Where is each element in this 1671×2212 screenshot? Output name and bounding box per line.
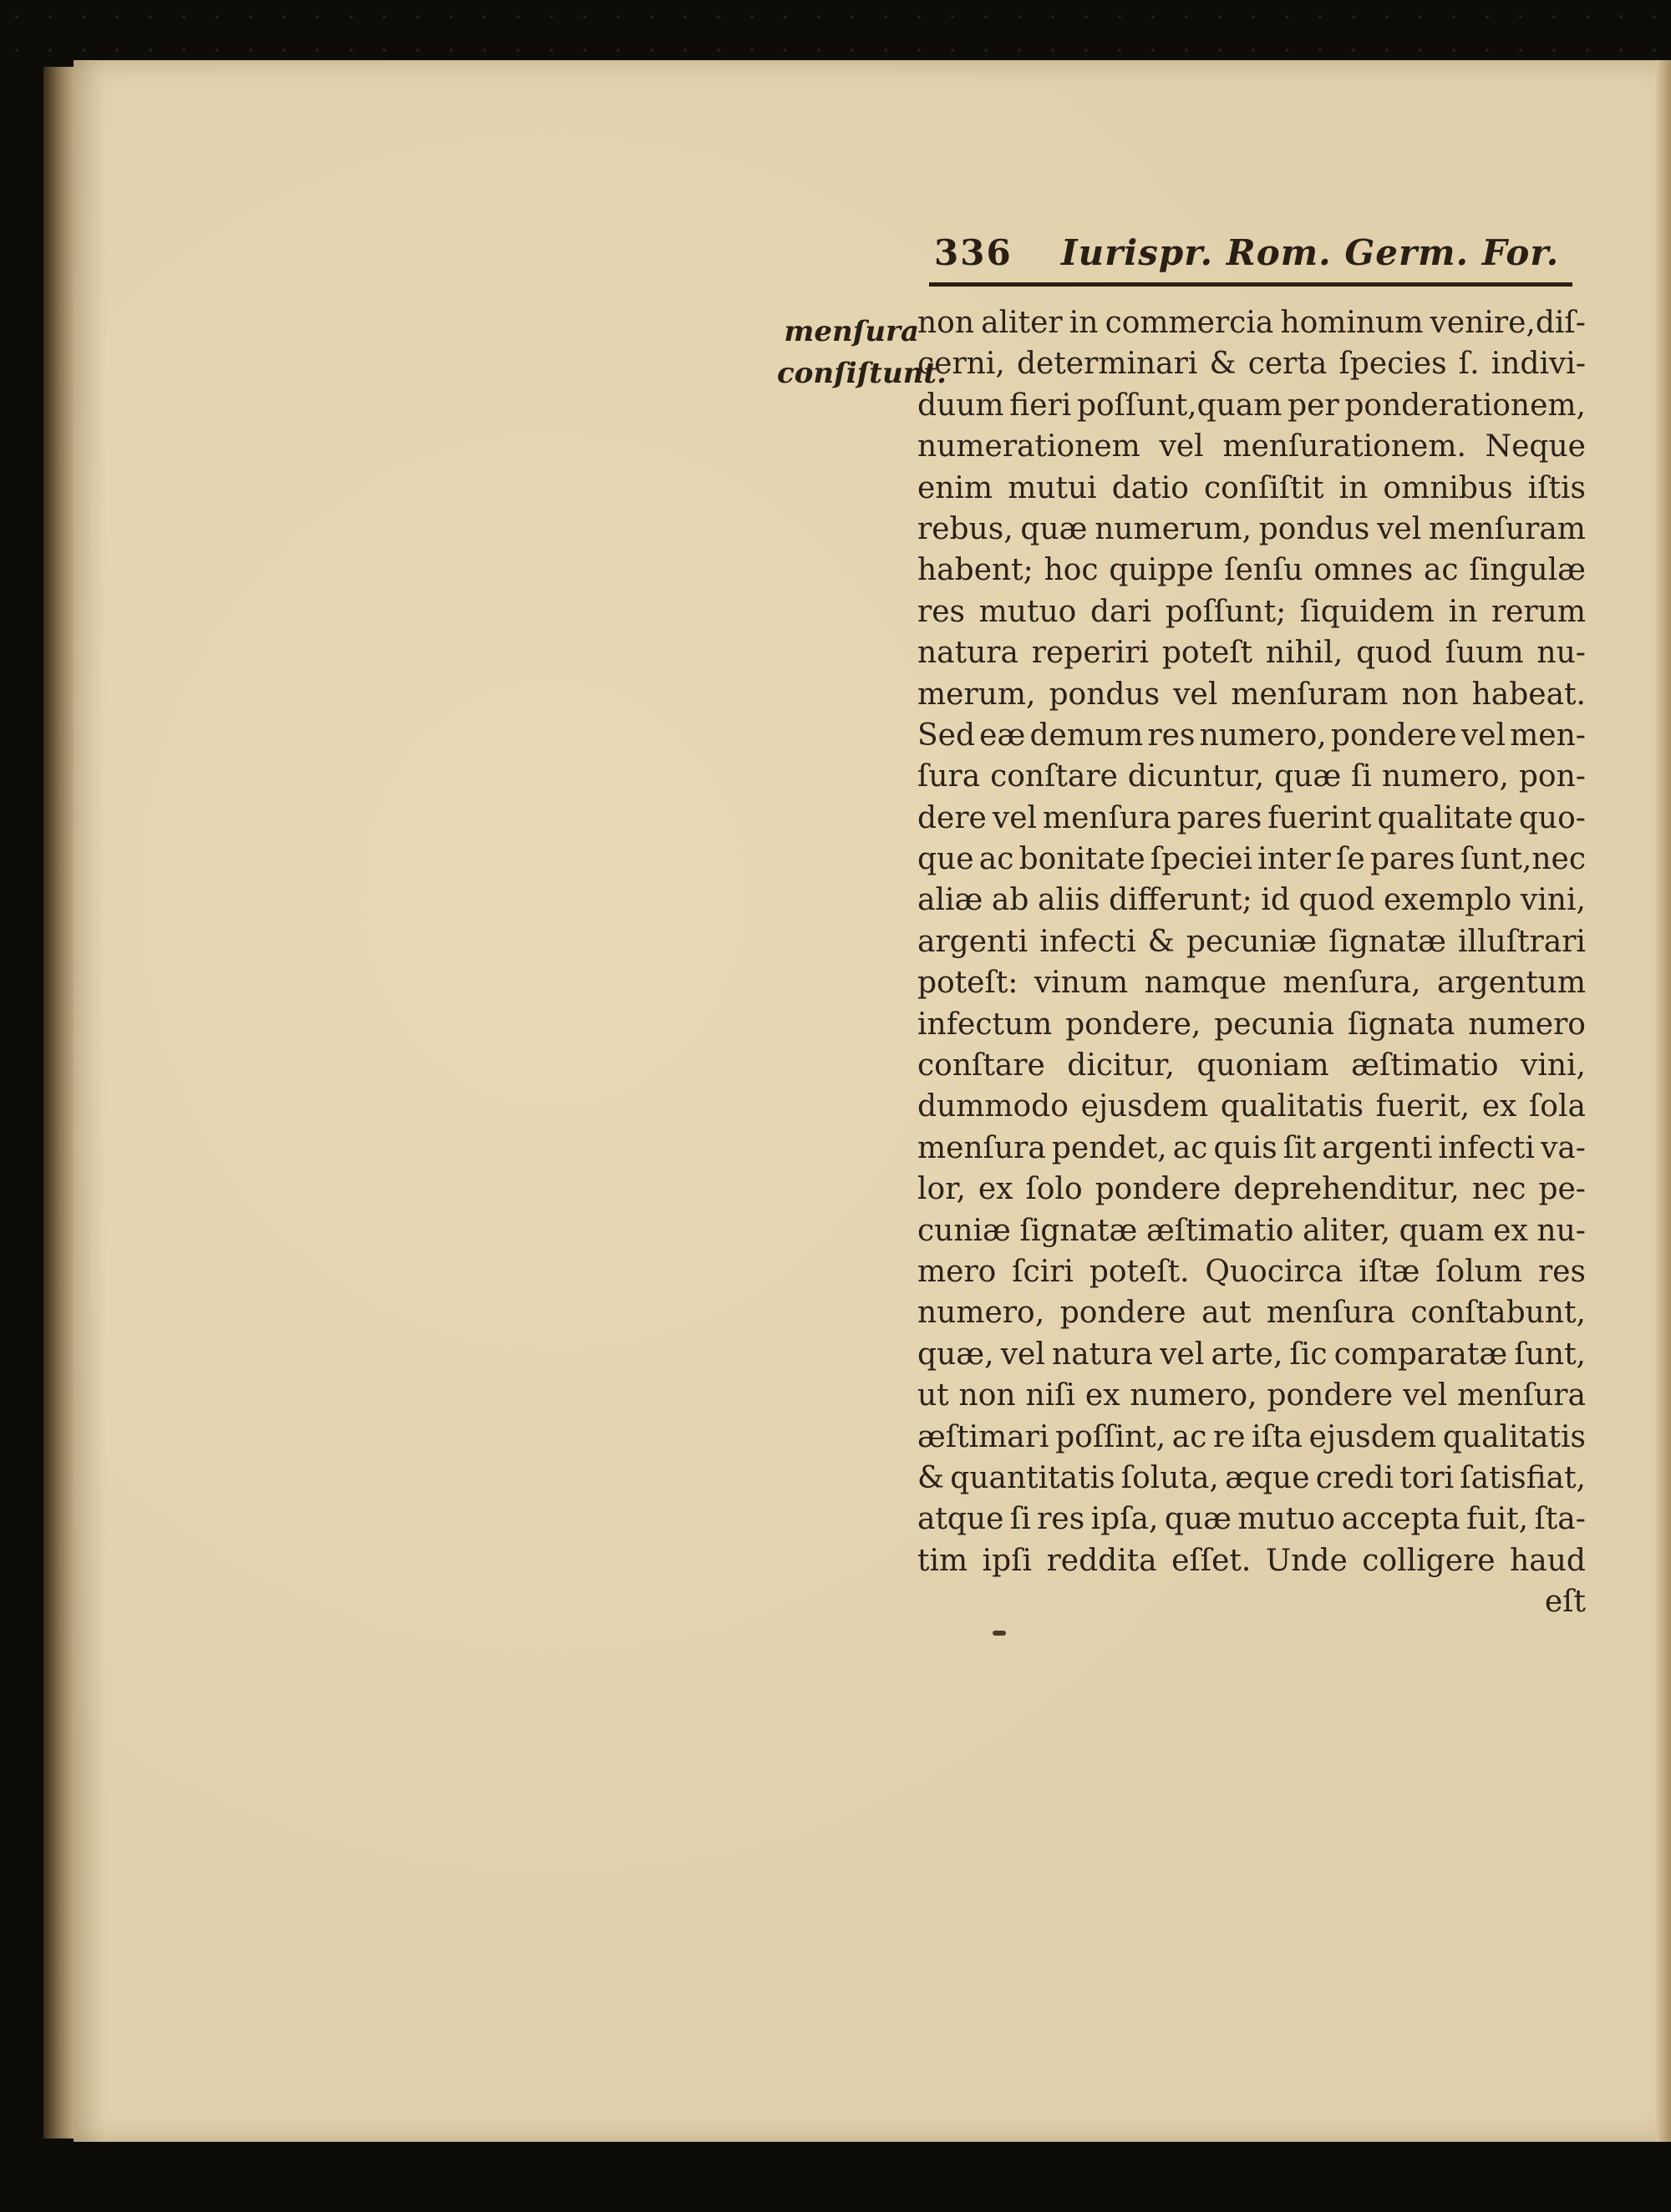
text-line: ut non niſi ex numero, pondere vel menſura xyxy=(917,1378,1586,1413)
text-line: duum fieri poſſunt,quam per ponderationem, xyxy=(917,388,1586,423)
text-line: dummodo ejusdem qualitatis fuerit, ex ſola xyxy=(917,1089,1586,1124)
text-line: enim mutui datio conſiſtit in omnibus iſtis xyxy=(917,470,1586,505)
text-line: argenti infecti & pecuniæ ſignatæ illuſtrari xyxy=(917,924,1586,959)
text-line: habent; hoc quippe ſenſu omnes ac ſingulæ xyxy=(917,553,1586,588)
marginal-note-line: menſura xyxy=(784,315,919,348)
text-line: poteſt: vinum namque menſura, argentum xyxy=(917,966,1586,1001)
text-line: menſura pendet, ac quis ſit argenti infecti va- xyxy=(917,1130,1586,1165)
ink-smudge xyxy=(993,1631,1006,1636)
body-text xyxy=(917,302,1586,1623)
right-page-edge xyxy=(1656,60,1671,2142)
text-line: & quantitatis ſoluta, æque credi tori ſatisfiat, xyxy=(917,1460,1586,1495)
text-line: non aliter in commercia hominum venire,diſ- xyxy=(917,306,1586,340)
text-line: aliæ ab aliis differunt; id quod exemplo vini, xyxy=(917,883,1586,918)
catchword: eſt xyxy=(1544,1585,1586,1620)
text-line: natura reperiri poteſt nihil, quod ſuum nu- xyxy=(917,636,1586,671)
header-rule xyxy=(929,282,1572,287)
text-line: atque ſi res ipſa, quæ mutuo accepta fuit, ſta- xyxy=(917,1502,1586,1537)
text-line: dere vel menſura pares fuerint qualitate quo- xyxy=(917,800,1586,835)
text-line: cerni, determinari & certa ſpecies ſ. indivi- xyxy=(917,347,1586,382)
marginal-note xyxy=(777,311,947,394)
text-line: res mutuo dari poſſunt; ſiquidem in rerum xyxy=(917,594,1586,629)
running-head: Iurispr. Rom. Germ. For. xyxy=(1061,232,1560,273)
text-line: rebus, quæ numerum, pondus vel menſuram xyxy=(917,511,1586,546)
text-line: lor, ex ſolo pondere deprehenditur, nec pe- xyxy=(917,1172,1586,1207)
text-line: merum, pondus vel menſuram non habeat. xyxy=(917,677,1586,712)
marginal-note-line: conſiſtunt. xyxy=(777,357,947,390)
text-line: mero ſciri poteſt. Quocirca iſtæ ſolum res xyxy=(917,1254,1586,1289)
text-line: quæ, vel natura vel arte, ſic comparatæ ſunt, xyxy=(917,1337,1586,1372)
scan-background-dots xyxy=(0,0,1671,67)
text-line: conſtare dicitur, quoniam æſtimatio vini, xyxy=(917,1048,1586,1083)
text-line: ſura conſtare dicuntur, quæ ſi numero, pon- xyxy=(917,759,1586,794)
book-page-edge xyxy=(43,67,77,2138)
text-line: numero, pondere aut menſura conſtabunt, xyxy=(917,1296,1586,1331)
text-line: tim ipſi reddita eſſet. Unde colligere haud xyxy=(917,1543,1586,1578)
text-line: æſtimari poſſint, ac re iſta ejusdem qualitatis xyxy=(917,1419,1586,1454)
text-line: infectum pondere, pecunia ſignata numero xyxy=(917,1007,1586,1042)
text-line: cuniæ ſignatæ æſtimatio aliter, quam ex nu- xyxy=(917,1213,1586,1248)
text-line: que ac bonitate ſpeciei inter ſe pares ſunt,nec xyxy=(917,842,1586,877)
text-line: Sed eæ demum res numero, pondere vel men- xyxy=(917,718,1586,753)
page-number: 336 xyxy=(934,232,1013,273)
text-line: numerationem vel menſurationem. Neque xyxy=(917,429,1586,464)
page-header xyxy=(919,226,1579,284)
